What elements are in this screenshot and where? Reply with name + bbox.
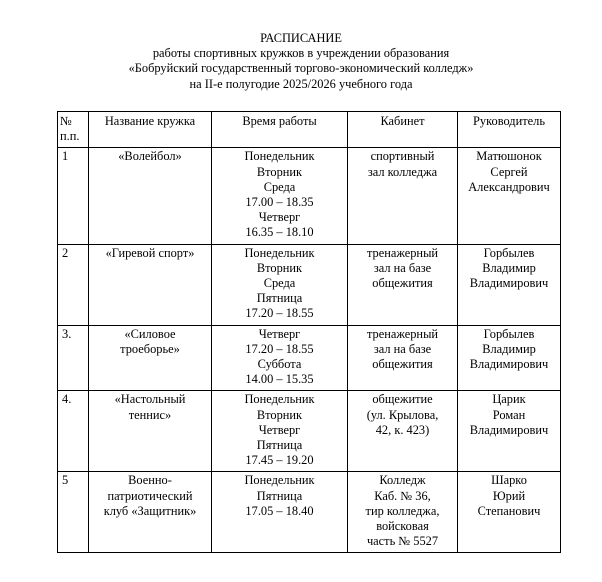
cell-room: тренажерный зал на базе общежития <box>348 244 458 325</box>
table-row <box>58 391 561 472</box>
document-header <box>0 31 602 92</box>
table-row <box>58 472 561 553</box>
column-header-number: № п.п. <box>58 112 89 148</box>
column-header-room: Кабинет <box>348 112 458 148</box>
column-header-time: Время работы <box>212 112 348 148</box>
cell-time: Понедельник Вторник Среда Пятница 17.20 – 18.55 <box>212 244 348 325</box>
header-subtitle-line: работы спортивных кружков в учреждении образования <box>152 46 450 61</box>
column-header-name: Название кружка <box>89 112 212 148</box>
table-row <box>58 244 561 325</box>
cell-time: Четверг 17.20 – 18.55 Суббота 14.00 – 15.35 <box>212 325 348 391</box>
cell-time: Понедельник Вторник Четверг Пятница 17.45 – 19.20 <box>212 391 348 472</box>
cell-club-name: «Настольный теннис» <box>89 391 212 472</box>
cell-club-name: «Силовое троеборье» <box>89 325 212 391</box>
table-header-row <box>58 112 561 148</box>
header-institution-line: «Бобруйский государственный торгово-экономический колледж» <box>128 61 474 76</box>
cell-number: 2 <box>58 244 89 325</box>
cell-room: спортивный зал колледжа <box>348 148 458 244</box>
cell-time: Понедельник Вторник Среда 17.00 – 18.35 Четверг 16.35 – 18.10 <box>212 148 348 244</box>
cell-room: Колледж Каб. № 36, тир колледжа, войсковая часть № 5527 <box>348 472 458 553</box>
column-header-leader: Руководитель <box>458 112 561 148</box>
cell-club-name: «Гиревой спорт» <box>89 244 212 325</box>
cell-number: 4. <box>58 391 89 472</box>
table-row <box>58 325 561 391</box>
cell-club-name: Военно- патриотический клуб «Защитник» <box>89 472 212 553</box>
cell-time: Понедельник Пятница 17.05 – 18.40 <box>212 472 348 553</box>
cell-leader: Матюшонок Сергей Александрович <box>458 148 561 244</box>
cell-number: 1 <box>58 148 89 244</box>
cell-leader: Царик Роман Владимирович <box>458 391 561 472</box>
cell-number: 3. <box>58 325 89 391</box>
document-title: РАСПИСАНИЕ <box>260 31 342 45</box>
cell-room: тренажерный зал на базе общежития <box>348 325 458 391</box>
cell-club-name: «Волейбол» <box>89 148 212 244</box>
cell-leader: Горбылев Владимир Владимирович <box>458 244 561 325</box>
header-period-line: на II-е полугодие 2025/2026 учебного года <box>189 76 413 91</box>
cell-leader: Горбылев Владимир Владимирович <box>458 325 561 391</box>
schedule-table <box>57 111 561 553</box>
cell-leader: Шарко Юрий Степанович <box>458 472 561 553</box>
cell-number: 5 <box>58 472 89 553</box>
table-row <box>58 148 561 244</box>
cell-room: общежитие (ул. Крылова, 42, к. 423) <box>348 391 458 472</box>
